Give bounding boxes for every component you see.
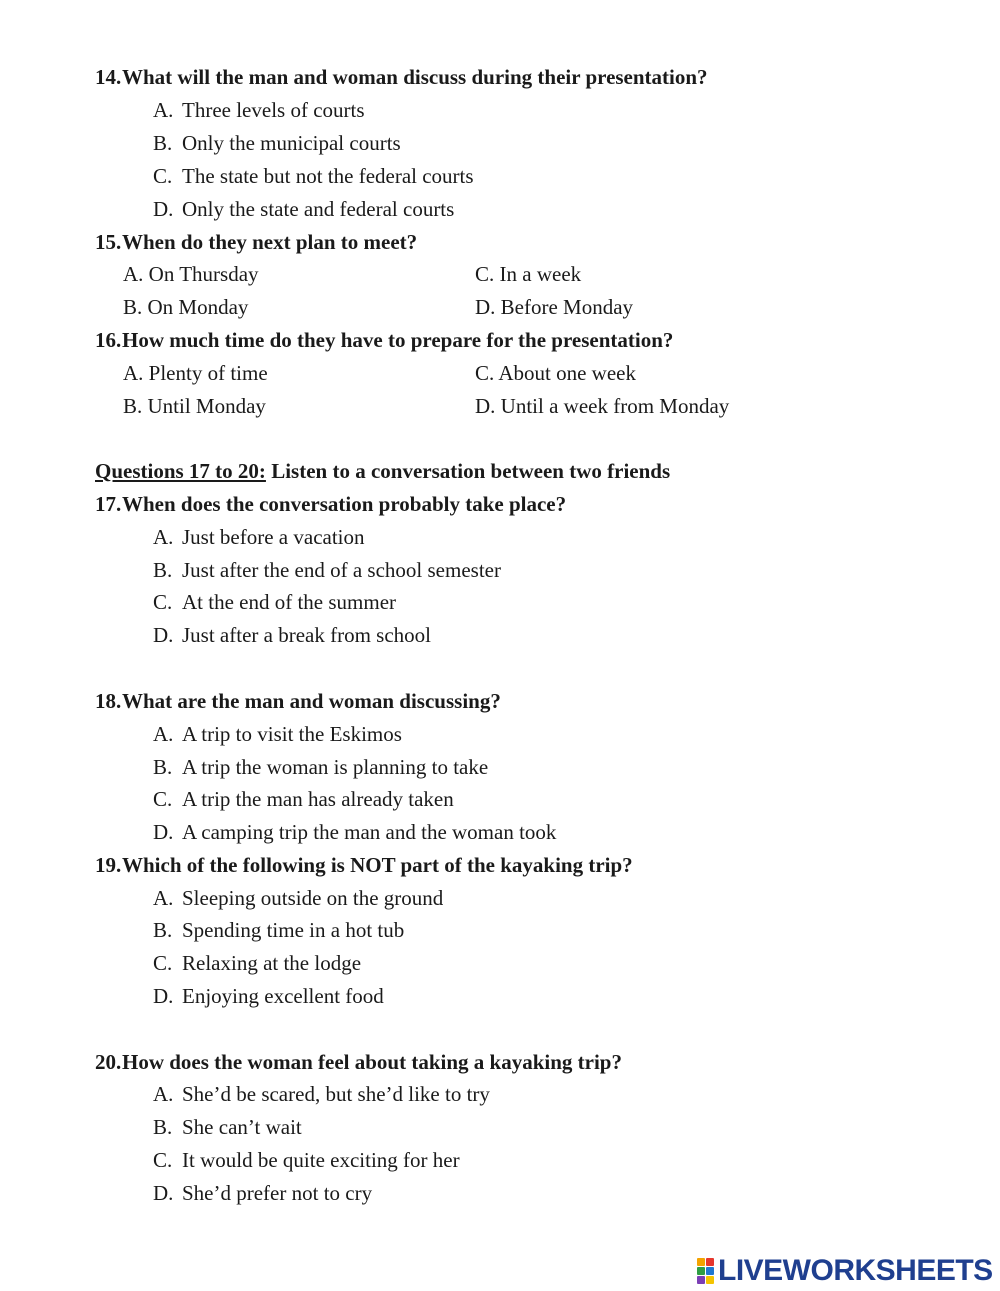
q17-option-a[interactable]: A. Just before a vacation bbox=[153, 525, 365, 549]
logo-square-icon bbox=[706, 1267, 714, 1275]
q19-option-c[interactable]: C. Relaxing at the lodge bbox=[153, 951, 362, 975]
q19-option-b[interactable]: B. Spending time in a hot tub bbox=[153, 918, 405, 942]
logo-square-icon bbox=[697, 1267, 705, 1275]
q15-option-c[interactable]: C. In a week bbox=[475, 262, 582, 286]
q14-option-b[interactable]: B. Only the municipal courts bbox=[153, 131, 401, 155]
q20-option-b[interactable]: B. She can’t wait bbox=[153, 1115, 302, 1139]
q17-option-d[interactable]: D. Just after a break from school bbox=[153, 623, 431, 647]
q18-option-a[interactable]: A. A trip to visit the Eskimos bbox=[153, 722, 402, 746]
q15-option-a[interactable]: A. On Thursday bbox=[123, 262, 259, 286]
liveworksheets-logo-text: LIVEWORKSHEETS bbox=[718, 1254, 993, 1287]
q18-option-c[interactable]: C. A trip the man has already taken bbox=[153, 787, 454, 811]
q20-option-c[interactable]: C. It would be quite exciting for her bbox=[153, 1148, 460, 1172]
q14-option-a[interactable]: A. Three levels of courts bbox=[153, 98, 365, 122]
question-17-title: 17.When does the conversation probably take place? bbox=[95, 492, 567, 516]
logo-square-icon bbox=[697, 1276, 705, 1284]
liveworksheets-logo bbox=[697, 1255, 993, 1287]
q17-option-c[interactable]: C. At the end of the summer bbox=[153, 590, 397, 614]
q15-option-b[interactable]: B. On Monday bbox=[123, 295, 249, 319]
q20-option-d[interactable]: D. She’d prefer not to cry bbox=[153, 1181, 373, 1205]
liveworksheets-logo-icon bbox=[697, 1258, 714, 1284]
question-20-title: 20.How does the woman feel about taking a kayaking trip? bbox=[95, 1050, 622, 1074]
q16-option-a[interactable]: A. Plenty of time bbox=[123, 361, 268, 385]
section-label: Questions 17 to 20: bbox=[95, 459, 266, 483]
question-18-title: 18.What are the man and woman discussing? bbox=[95, 689, 501, 713]
q19-option-a[interactable]: A. Sleeping outside on the ground bbox=[153, 886, 444, 910]
section-heading-17-20 bbox=[95, 459, 670, 484]
question-16-title: 16.How much time do they have to prepare for the presentation? bbox=[95, 328, 674, 352]
q14-option-d[interactable]: D. Only the state and federal courts bbox=[153, 197, 455, 221]
q20-option-a[interactable]: A. She’d be scared, but she’d like to try bbox=[153, 1082, 490, 1106]
question-14-title: 14.What will the man and woman discuss during their presentation? bbox=[95, 65, 708, 89]
question-19-title: 19.Which of the following is NOT part of the kayaking trip? bbox=[95, 853, 633, 877]
q17-option-b[interactable]: B. Just after the end of a school semester bbox=[153, 558, 501, 582]
q15-option-d[interactable]: D. Before Monday bbox=[475, 295, 634, 319]
q16-option-c[interactable]: C. About one week bbox=[475, 361, 636, 385]
logo-square-icon bbox=[706, 1276, 714, 1284]
q18-option-d[interactable]: D. A camping trip the man and the woman took bbox=[153, 820, 557, 844]
q18-option-b[interactable]: B. A trip the woman is planning to take bbox=[153, 755, 489, 779]
section-description: Listen to a conversation between two friends bbox=[265, 459, 671, 483]
q14-option-c[interactable]: C. The state but not the federal courts bbox=[153, 164, 474, 188]
logo-square-icon bbox=[706, 1258, 714, 1266]
q16-option-b[interactable]: B. Until Monday bbox=[123, 394, 266, 418]
question-15-title: 15.When do they next plan to meet? bbox=[95, 230, 418, 254]
q19-option-d[interactable]: D. Enjoying excellent food bbox=[153, 984, 384, 1008]
logo-square-icon bbox=[697, 1258, 705, 1266]
q16-option-d[interactable]: D. Until a week from Monday bbox=[475, 394, 730, 418]
